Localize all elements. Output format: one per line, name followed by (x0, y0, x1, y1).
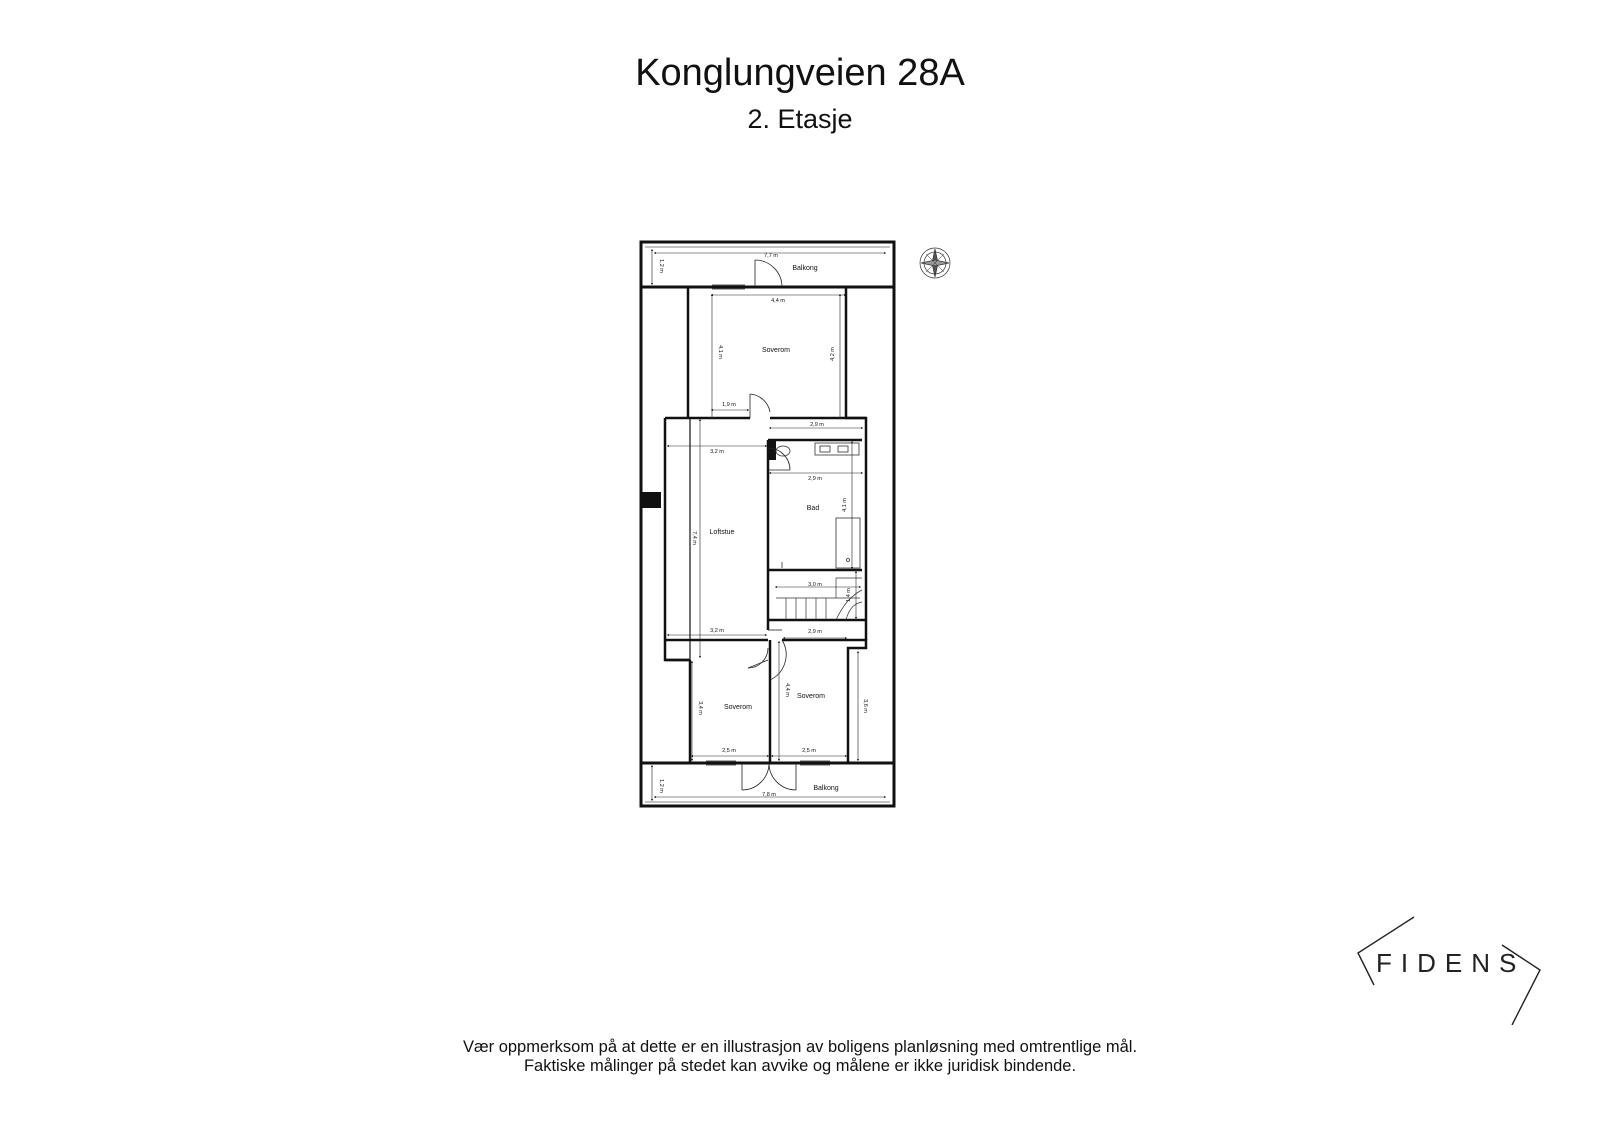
dim-label: 1,4 m (846, 588, 852, 602)
room-label-bad: Bad (806, 505, 820, 512)
dim-label: 7,4 m (691, 531, 697, 545)
dim-label: 2,5 m (802, 748, 816, 754)
dim-label: 3,2 m (710, 449, 724, 455)
room-label-soverom-bottom-left: Soverom (723, 704, 753, 711)
room-label-soverom-bottom-right: Soverom (796, 693, 826, 700)
dim-label: 4,4 m (771, 298, 785, 304)
logo-text: FIDENS (1376, 948, 1526, 978)
dim-label: 3,4 m (697, 701, 703, 715)
room-label-loftstue: Loftstue (709, 529, 735, 536)
dim-label: 2,9 m (808, 476, 822, 482)
fidens-logo (1352, 915, 1552, 1025)
dim-label: 3,0 m (808, 582, 822, 588)
dim-label: 2,9 m (810, 422, 824, 428)
wall-block (768, 440, 776, 460)
dim-label: 4,4 m (784, 683, 790, 697)
dim-label: 1,9 m (722, 402, 736, 408)
dim-label: 4,1 m (717, 345, 723, 359)
page-title: Konglungveien 28A (635, 52, 965, 94)
dim-label: 7,7 m (764, 253, 778, 259)
dim-label: 1,2 m (658, 779, 664, 793)
dim-label: 2,5 m (722, 748, 736, 754)
dim-label: 7,8 m (762, 792, 776, 798)
room-label-balkong-bottom: Balkong (813, 785, 839, 792)
disclaimer-line-2: Faktiske målinger på stedet kan avvike og målene er ikke juridisk bindende. (523, 1057, 1077, 1075)
dim-label: 4,2 m (830, 347, 836, 361)
dim-label: 3,2 m (710, 628, 724, 634)
dim-label: 3,6 m (862, 699, 868, 713)
dim-label: 4,1 m (842, 498, 848, 512)
floor-subtitle: 2. Etasje (747, 104, 853, 134)
dim-label: 1,2 m (658, 259, 664, 273)
disclaimer-line-1: Vær oppmerksom på at dette er en illustrasjon av boligens planløsning med omtrentlige mål. (462, 1038, 1138, 1056)
disclaimer (0, 1038, 1600, 1076)
dim-label: 2,9 m (808, 629, 822, 635)
room-label-balkong-top: Balkong (792, 265, 818, 272)
compass-icon (920, 248, 950, 278)
room-label-soverom-top: Soverom (761, 347, 791, 354)
chimney (641, 492, 661, 508)
